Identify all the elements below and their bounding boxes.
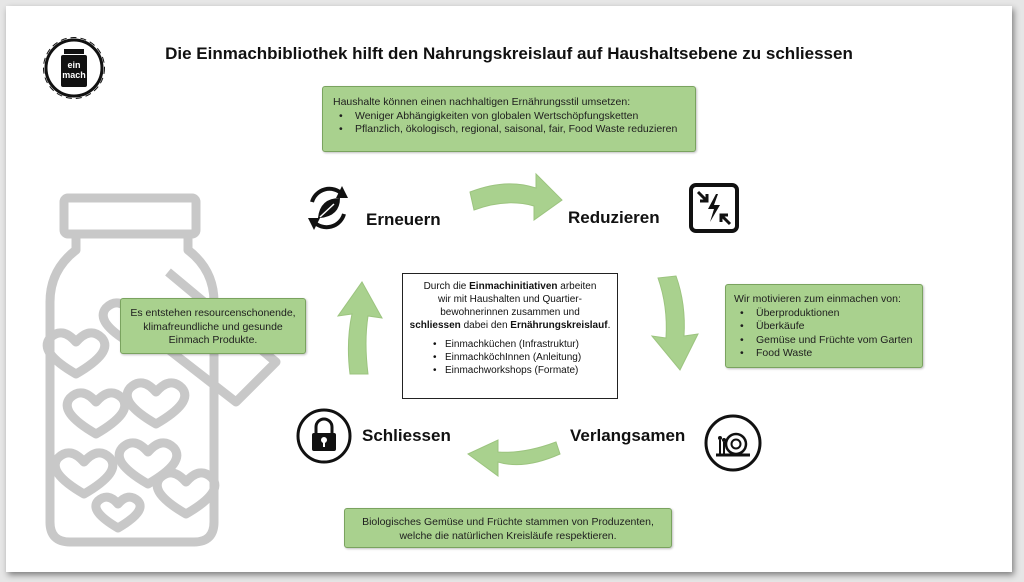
- list-item: • Überkäufe: [734, 320, 914, 334]
- stage-erneuern: Erneuern: [366, 210, 441, 229]
- box-right-intro: Wir motivieren zum einmachen von:: [734, 293, 901, 305]
- list-item: • EinmachköchInnen (Anleitung): [433, 351, 611, 364]
- logo: [42, 36, 106, 100]
- list-item: • Food Waste: [734, 347, 914, 361]
- compress-energy-icon: [688, 182, 740, 234]
- center-text: .: [607, 320, 611, 331]
- center-text-bold: Ernährungskreislauf: [510, 320, 608, 331]
- list-item: • Überproduktionen: [734, 307, 914, 321]
- stage-verlangsamen: Verlangsamen: [570, 426, 686, 445]
- arrow-left: [324, 276, 384, 376]
- center-text: dabei den: [460, 320, 511, 331]
- center-text: arbeiten: [557, 281, 597, 292]
- list-item: • Einmachworkshops (Formate): [433, 364, 611, 377]
- box-bottom: [344, 508, 672, 548]
- slide: [6, 6, 1012, 572]
- box-top: [322, 86, 696, 152]
- box-left-line3: Einmach Produkte.: [168, 334, 258, 346]
- arrow-right: [646, 274, 716, 374]
- jar-illustration: [36, 192, 316, 552]
- logo-text-2: mach: [62, 70, 86, 80]
- center-text-bold: Einmachinitiativen: [469, 281, 558, 292]
- box-bottom-line2: welche die natürlichen Kreisläufe respektieren.: [399, 529, 617, 542]
- list-item: • Einmachküchen (Infrastruktur): [433, 338, 611, 351]
- arrow-top: [466, 168, 566, 228]
- box-left-line2: klimafreundliche und gesunde: [143, 320, 283, 333]
- snail-icon: [704, 414, 762, 472]
- list-item: • Weniger Abhängigkeiten von globalen Wertschöpfungsketten: [333, 110, 685, 124]
- list-item: • Pflanzlich, ökologisch, regional, saisonal, fair, Food Waste reduzieren: [333, 123, 685, 137]
- page-title: Die Einmachbibliothek hilft den Nahrungskreislauf auf Haushaltsebene zu schliessen: [165, 44, 853, 63]
- box-left-line1: Es entstehen resourcenschonende,: [130, 307, 296, 319]
- box-right: [725, 284, 923, 368]
- center-text: bewohnerinnen zusammen und: [440, 307, 580, 318]
- center-text: Durch die: [423, 281, 470, 292]
- stage-schliessen: Schliessen: [362, 426, 451, 445]
- arrow-bottom: [464, 426, 564, 486]
- box-top-intro: Haushalte können einen nachhaltigen Ernährungsstil umsetzen:: [333, 96, 631, 108]
- box-bottom-line1: Biologisches Gemüse und Früchte stammen von Produzenten,: [362, 516, 654, 528]
- center-text: wir mit Haushalten und Quartier-: [438, 294, 582, 305]
- lock-icon: [296, 408, 352, 464]
- center-text-bold: schliessen: [409, 320, 461, 331]
- recycle-leaf-icon: [302, 182, 354, 234]
- stage-reduzieren: Reduzieren: [568, 208, 660, 227]
- logo-text-1: ein: [67, 60, 81, 70]
- center-box: [402, 273, 618, 399]
- list-item: • Gemüse und Früchte vom Garten: [734, 334, 914, 348]
- box-left: [120, 298, 306, 354]
